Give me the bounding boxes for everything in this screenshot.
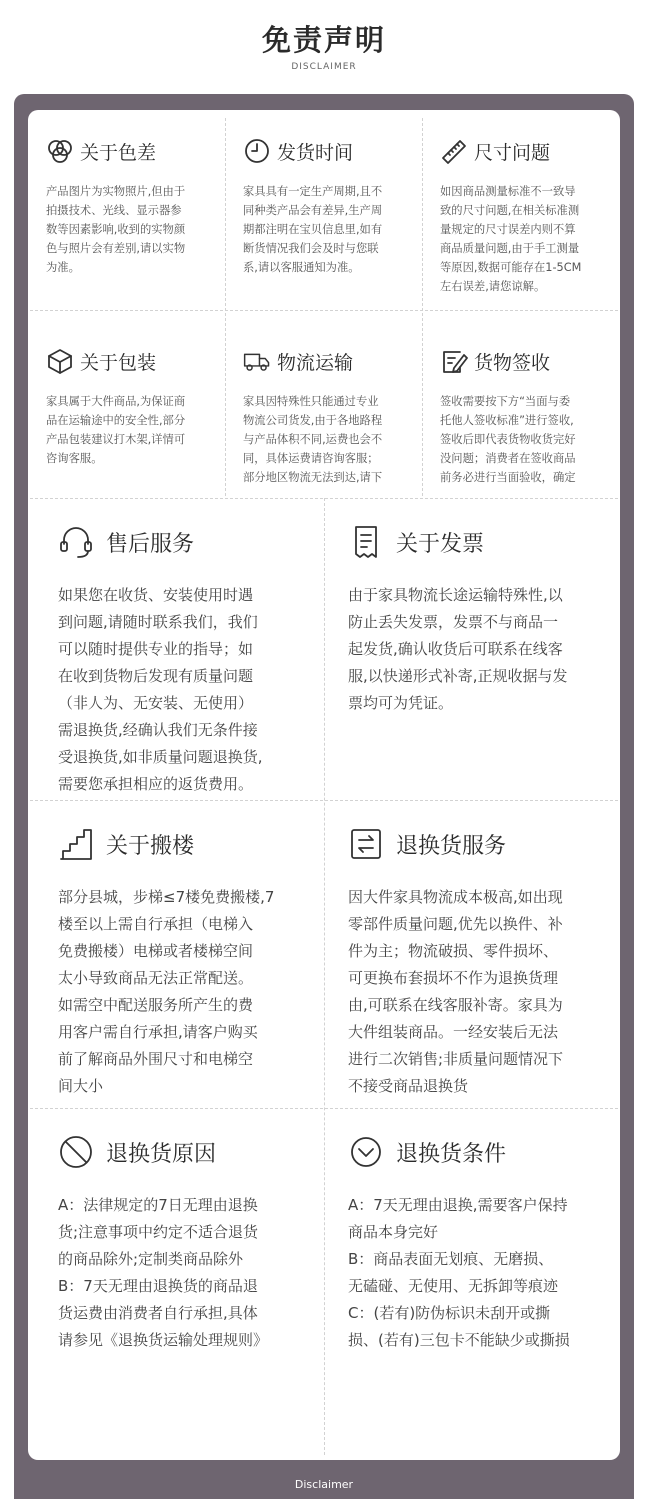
section-box [46,344,218,496]
body-line: 没问题；消费者在签收商品 [440,452,576,465]
body-line: 进行二次销售;非质量问题情况下 [348,1050,564,1068]
section-title: 货物签收 [474,351,551,374]
section-body [348,1192,616,1354]
body-line: 同，具体运费请咨询客服； [243,452,379,465]
body-line: 产品包装建议打木架,详情可 [46,433,186,446]
body-line: 前了解商品外围尺寸和电梯空 [58,1050,254,1068]
body-line: 同种类产品会有差异,生产周 [243,204,383,217]
body-line: 请参见《退换货运输处理规则》 [58,1331,269,1349]
section-body [58,884,320,1100]
color-circles-icon [46,137,74,165]
body-line: 家具具有一定生产周期,且不 [243,185,383,198]
body-line: 左右误差,请您谅解。 [440,280,546,293]
body-line: 品在运输途中的安全性,部分 [46,414,186,427]
body-line: C：(若有)防伪标识未刮开或撕 [348,1304,551,1322]
body-line: 票均可为凭证。 [348,694,454,712]
body-line: 起发货,确认收货后可联系在线客 [348,640,563,658]
section-color-circles [46,134,218,306]
section-exchange [348,824,616,1100]
section-body [46,392,218,468]
body-line: B：商品表面无划痕、无磨损、 [348,1250,554,1268]
body-line: 件为主；物流破损、零件损坏、 [348,942,559,960]
section-title: 发货时间 [277,141,354,164]
section-header [440,134,612,168]
section-title: 物流运输 [277,351,354,374]
disclaimer-frame [14,94,634,1499]
divider [30,800,618,801]
section-title: 售后服务 [106,531,195,557]
body-line: 前务必进行当面验收，确定 [440,471,576,484]
body-line: 由,可联系在线客服补寄。家具为 [348,996,563,1014]
body-line: 致的尺寸问题,在相关标准测 [440,204,580,217]
body-line: 部分地区物流无法到达,请下 [243,471,383,484]
body-line: 系,请以客服通知为准。 [243,261,360,274]
section-header [348,824,616,864]
body-line: （非人为、无安装、无使用） [58,694,254,712]
receipt-icon [348,524,384,560]
section-check-circle [348,1132,616,1408]
body-line: B：7天无理由退换货的商品退 [58,1277,258,1295]
divider [30,310,618,311]
body-line: 大件组装商品。一经安装后无法 [348,1023,559,1041]
body-line: 签收需要按下方“当面与委 [440,395,571,408]
body-line: 家具属于大件商品,为保证商 [46,395,186,408]
body-line: 间大小 [58,1077,104,1095]
section-header [348,522,616,562]
truck-icon [243,347,271,375]
section-title: 退换货原因 [106,1141,217,1167]
section-body [243,182,415,277]
body-line: 因大件家具物流成本极高,如出现 [348,888,563,906]
body-line: 服,以快递形式补寄,正规收据与发 [348,667,568,685]
disclaimer-card [28,110,620,1460]
section-body [440,182,612,296]
divider [422,118,423,496]
body-line: 拍摄技术、光线、显示器参 [46,204,182,217]
body-line: 损、(若有)三包卡不能缺少或撕损 [348,1331,570,1349]
body-line: 期都注明在宝贝信息里,如有 [243,223,383,236]
body-line: 与产品体积不同,运费也会不 [243,433,383,446]
check-circle-icon [348,1134,384,1170]
section-title: 退换货服务 [396,833,507,859]
section-body [58,582,320,798]
body-line: 需要您承担相应的返货费用。 [58,775,254,793]
clock-icon [243,137,271,165]
divider [324,498,325,1455]
section-headset [58,522,320,798]
headset-icon [58,524,94,560]
section-header [58,522,320,562]
section-header [58,824,320,864]
section-header [243,344,415,378]
body-line: 无磕碰、无使用、无拆卸等痕迹 [348,1277,559,1295]
body-line: 商品本身完好 [348,1223,439,1241]
section-header [243,134,415,168]
box-icon [46,347,74,375]
body-line: 数等因素影响,收到的实物颜 [46,223,186,236]
body-line: 防止丢失发票，发票不与商品一 [348,613,559,631]
body-line: 断货情况我们会及时与您联 [243,242,379,255]
sign-icon [440,347,468,375]
body-line: 托他人签收标准”进行签收, [440,414,574,427]
body-line: 不接受商品退换货 [348,1077,469,1095]
no-entry-icon [58,1134,94,1170]
body-line: 如因商品测量标准不一致导 [440,185,576,198]
ruler-icon [440,137,468,165]
body-line: 产品图片为实物照片,但由于 [46,185,186,198]
section-header [348,1132,616,1172]
body-line: 太小导致商品无法正常配送。 [58,969,254,987]
body-line: 货;注意事项中约定不适合退货 [58,1223,259,1241]
section-ruler [440,134,612,306]
body-line: 货运费由消费者自行承担,具体 [58,1304,258,1322]
section-body [348,582,616,717]
section-title: 关于搬楼 [106,833,195,859]
section-body [58,1192,320,1354]
page-subtitle: DISCLAIMER [291,62,357,72]
body-line: 为准。 [46,261,80,274]
section-body [46,182,218,277]
body-line: 商品质量问题,由于手工测量 [440,242,580,255]
section-title: 关于发票 [396,531,485,557]
section-receipt [348,522,616,798]
section-no-entry [58,1132,320,1408]
body-line: 量规定的尺寸误差内则不算 [440,223,576,236]
section-title: 关于包装 [80,351,157,374]
body-line: 色与照片会有差别,请以实物 [46,242,186,255]
body-line: 可以随时提供专业的指导；如 [58,640,254,658]
body-line: 到问题,请随时联系我们，我们 [58,613,258,631]
body-line: 需退换货,经确认我们无条件接 [58,721,258,739]
body-line: 家具因特殊性只能通过专业 [243,395,379,408]
section-clock [243,134,415,306]
body-line: 用客户需自行承担,请客户购买 [58,1023,258,1041]
body-line: 部分县城，步梯≤7楼免费搬楼,7 [58,888,275,906]
section-header [58,1132,320,1172]
section-header [440,344,612,378]
body-line: 签收后即代表货物收货完好 [440,433,576,446]
footer-label: Disclaimer [294,1478,354,1491]
section-title: 关于色差 [80,141,157,164]
section-truck [243,344,415,496]
divider [225,118,226,496]
section-body [440,392,612,487]
body-line: A：7天无理由退换,需要客户保持 [348,1196,568,1214]
exchange-icon [348,826,384,862]
section-title: 退换货条件 [396,1141,507,1167]
section-body [348,884,616,1100]
body-line: 可更换布套损坏不作为退换货理 [348,969,559,987]
body-line: 零部件质量问题,优先以换件、补 [348,915,563,933]
divider [30,1108,618,1109]
body-line: 如需空中配送服务所产生的费 [58,996,254,1014]
body-line: 楼至以上需自行承担（电梯入 [58,915,254,933]
section-header [46,134,218,168]
body-line: 由于家具物流长途运输特殊性,以 [348,586,563,604]
section-body [243,392,415,487]
section-title: 尺寸问题 [474,141,551,164]
page-title: 免责声明 [261,23,386,57]
body-line: 如果您在收货、安装使用时遇 [58,586,254,604]
body-line: 受退换货,如非质量问题退换货, [58,748,263,766]
body-line: A：法律规定的7日无理由退换 [58,1196,258,1214]
body-line: 等原因,数据可能存在1-5CM [440,261,582,274]
divider [30,498,618,499]
body-line: 免费搬楼）电梯或者楼梯空间 [58,942,254,960]
section-stairs [58,824,320,1100]
body-line: 咨询客服。 [46,452,103,465]
body-line: 在收到货物后发现有质量问题 [58,667,254,685]
body-line: 物流公司货发,由于各地路程 [243,414,383,427]
stairs-icon [58,826,94,862]
section-sign [440,344,612,496]
body-line: 的商品除外;定制类商品除外 [58,1250,244,1268]
section-header [46,344,218,378]
